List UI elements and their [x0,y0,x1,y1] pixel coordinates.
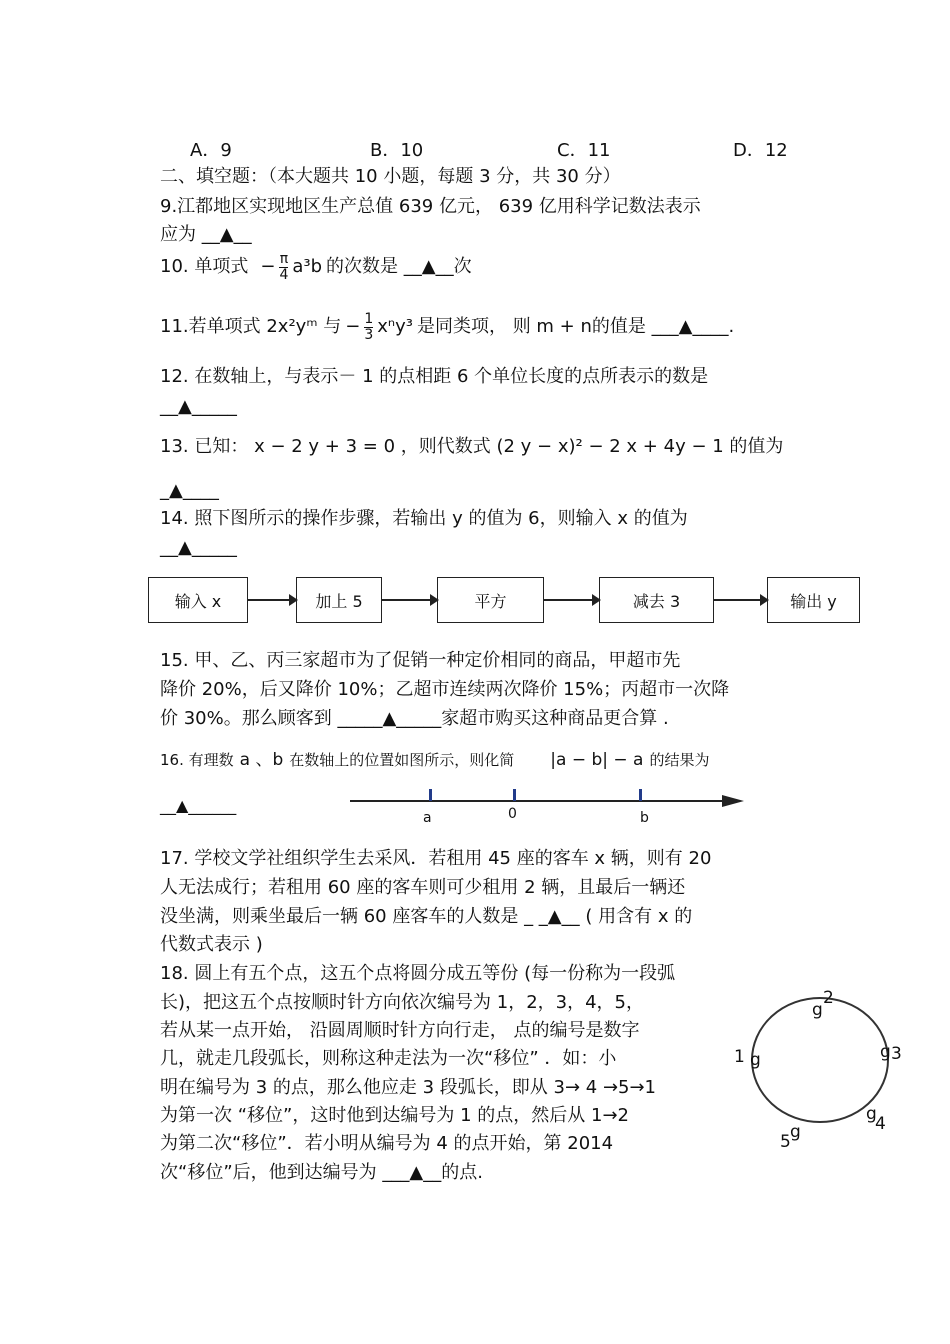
flow-arrow-4 [714,599,767,601]
q11-frac-den: 3 [364,326,374,343]
q10-prefix: 10. 单项式 [160,256,249,278]
q18-line7: 为第二次“移位”．若小明从编号为 4 的点开始，第 2014 [160,1133,614,1154]
circle-point-glyph-5: g [790,1122,801,1142]
flow-box-output: 输出 y [767,577,860,623]
q9-line1: 9.江都地区实现地区生产总值 639 亿元， 639 亿用科学记数法表示 [160,196,701,217]
q17-line2: 人无法成行；若租用 60 座的客车则可少租用 2 辆，且最后一辆还 [160,877,686,898]
label-b: b [640,810,649,826]
q18-line2: 长)，把这五个点按顺时针方向依次编号为 1，2，3，4，5， [160,992,645,1013]
q18-line8: 次“移位”后，他到达编号为 ___▲__的点. [160,1162,483,1183]
q13-line1: 13. 已知： x − 2 y + 3 = 0 ，则代数式 (2 y − x)² − 2 x + 4y − 1 的值为 [160,436,784,457]
q9-line2: 应为 __▲__ [160,224,252,245]
q11-fraction [364,312,373,342]
section-title: 二、填空题：（本大题共 10 小题，每题 3 分，共 30 分） [160,166,621,187]
tick-b [639,789,642,801]
flow-box-input: 输入 x [148,577,248,623]
q10-frac-num: π [279,251,289,267]
tick-zero [513,789,516,801]
q17-line1: 17. 学校文学社组织学生去采风．若租用 45 座的客车 x 辆，则有 20 [160,848,712,869]
choice-d: D．12 [733,140,788,161]
q16-suffix: 的结果为 [649,751,710,770]
q11-expr: xⁿy³ [377,316,413,338]
q18-line1: 18. 圆上有五个点，这五个点将圆分成五等份 (每一份称为一段弧 [160,963,676,984]
q11-frac-num: 1 [364,311,374,327]
choice-c: C．11 [557,140,611,161]
circle-label-4: 4 [875,1114,886,1134]
tick-a [429,789,432,801]
q10-suffix: 的次数是 __▲__次 [326,256,472,278]
label-zero: 0 [508,806,517,822]
circle-point-glyph-1: g [750,1050,761,1070]
q17-line3: 没坐满，则乘坐最后一辆 60 座客车的人数是 _ _▲__ ( 用含有 x 的 [160,906,693,927]
q10-fraction [279,252,288,282]
flow-box-square: 平方 [437,577,544,623]
q18-line5: 明在编号为 3 的点，那么他应走 3 段弧长，即从 3→ 4 →5→1 [160,1077,657,1098]
flow-arrow-2 [382,599,437,601]
circle-label-3: 3 [891,1044,902,1064]
q15-line2: 降价 20%，后又降价 10%；乙超市连续两次降价 15%；丙超市一次降 [160,679,730,700]
number-line [350,800,730,802]
q15-line3: 价 30%。那么顾客到 _____▲_____家超市购买这种商品更合算 . [160,708,669,729]
number-line-arrowhead [722,795,744,807]
q17-line4: 代数式表示 ) [160,934,263,955]
q11-suffix: 是同类项， 则 m + n的值是 ___▲____. [416,316,735,338]
q14-line2: __▲_____ [160,537,237,558]
circle-label-2: 2 [823,988,834,1008]
flow-arrow-1 [248,599,296,601]
q18-line6: 为第一次 “移位”，这时他到达编号为 1 的点，然后从 1→2 [160,1105,629,1126]
choice-b: B．10 [370,140,424,161]
circle-point-glyph-4: g [866,1104,877,1124]
q16-mid: 在数轴上的位置如图所示，则化简 [289,751,515,770]
circle-point-glyph-2: g [812,1000,823,1020]
q16-line2: __▲______ [160,796,237,815]
q11-minus: − [345,316,361,338]
q10 [160,252,472,282]
label-a: a [423,810,432,826]
q10-minus: − [260,256,276,278]
flow-box-add: 加上 5 [296,577,382,623]
q12-line2: __▲_____ [160,396,237,417]
q13-line2: _▲____ [160,480,219,501]
q16-expr: |a − b| − a [550,750,644,770]
q18-line3: 若从某一点开始， 沿圆周顺时针方向行走， 点的编号是数字 [160,1020,640,1041]
flow-arrow-3 [544,599,599,601]
q14-line1: 14. 照下图所示的操作步骤，若输出 y 的值为 6，则输入 x 的值为 [160,508,688,529]
q10-frac-den: 4 [279,266,289,283]
q16-prefix: 16. 有理数 [160,751,234,770]
q18-line4: 几，就走几段弧长，则称这种走法为一次“移位” ．如：小 [160,1048,617,1069]
q11-prefix: 11.若单项式 2x²yᵐ 与 [160,316,342,338]
q16-vars: a 、b [239,750,284,770]
circle-label-5: 5 [780,1132,791,1152]
q11 [160,312,734,342]
circle-label-1: 1 [734,1047,745,1067]
choice-a: A．9 [190,140,232,161]
circle-point-glyph-3: g [880,1042,891,1062]
q15-line1: 15. 甲、乙、丙三家超市为了促销一种定价相同的商品，甲超市先 [160,650,681,671]
flow-box-subtract: 减去 3 [599,577,714,623]
q10-expr: a³b [292,256,323,278]
q12-line1: 12. 在数轴上，与表示－ 1 的点相距 6 个单位长度的点所表示的数是 [160,366,709,387]
q16-line1 [160,750,709,770]
